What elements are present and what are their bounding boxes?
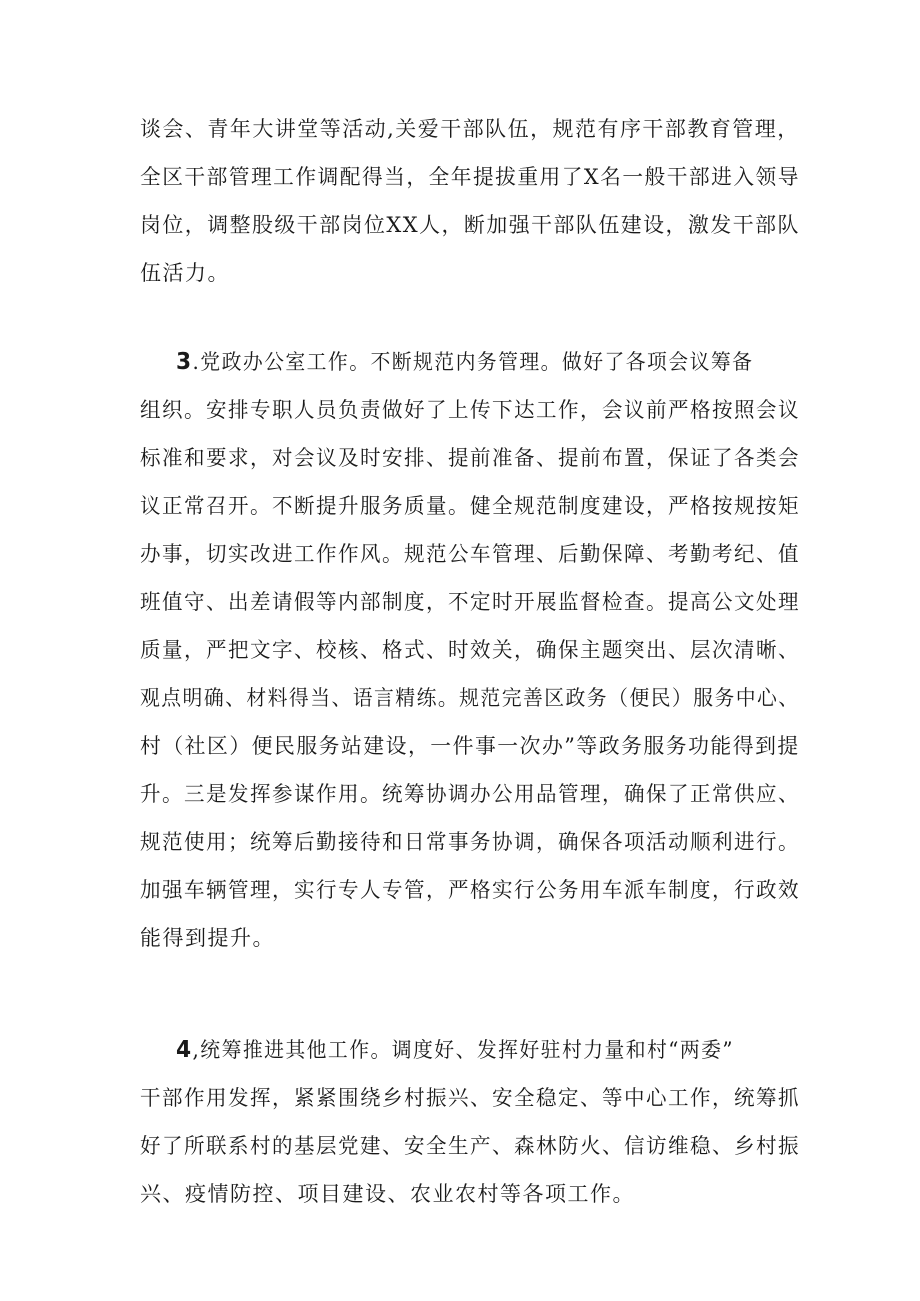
paragraph-2-line-13: 能得到提升。 — [140, 926, 275, 950]
paragraph-3-line-1 — [176, 1036, 800, 1064]
paragraph-3-number: 4 — [176, 1037, 193, 1063]
paragraph-1-line-1: 谈会、青年大讲堂等活动,关爱干部队伍，规范有序干部教育管理， — [140, 117, 800, 141]
paragraph-2-number: 3 — [176, 349, 193, 375]
paragraph-2-heading: .党政办公室工作。不断规范内务管理。做好了各项会议筹备 — [192, 350, 754, 374]
paragraph-2-line-2: 组织。安排专职人员负责做好了上传下达工作，会议前严格按照会议 — [140, 398, 801, 422]
paragraph-1-line-3: 岗位，调整股级干部岗位XX人，断加强干部队伍建设，激发干部队 — [140, 213, 800, 237]
paragraph-2-line-12: 加强车辆管理，实行专人专管，严格实行公务用车派车制度，行政效 — [140, 878, 801, 902]
paragraph-2-line-11: 规范使用；统筹后勤接待和日常事务协调，确保各项活动顺利进行。 — [140, 830, 801, 854]
paragraph-2-line-7: 质量，严把文字、校核、格式、时效关，确保主题突出、层次清晰、 — [140, 638, 801, 662]
paragraph-3-line-3: 好了所联系村的基层党建、安全生产、森林防火、信访维稳、乡村振 — [140, 1134, 801, 1158]
paragraph-3-heading: ,统筹推进其他工作。调度好、发挥好驻村力量和村“两委” — [192, 1038, 735, 1062]
paragraph-2-line-3: 标准和要求，对会议及时安排、提前准备、提前布置，保证了各类会 — [140, 446, 801, 470]
paragraph-3-line-2: 干部作用发挥，紧紧围绕乡村振兴、安全稳定、等中心工作，统筹抓 — [140, 1086, 801, 1110]
paragraph-2-line-9: 村（社区）便民服务站建设，一件事一次办”等政务服务功能得到提 — [140, 734, 800, 758]
paragraph-2-line-1 — [176, 348, 800, 376]
paragraph-2-line-6: 班值守、出差请假等内部制度，不定时开展监督检查。提高公文处理 — [140, 590, 801, 614]
paragraph-2-line-4: 议正常召开。不断提升服务质量。健全规范制度建设，严格按规按矩 — [140, 494, 801, 518]
paragraph-2-line-5: 办事，切实改进工作作风。规范公车管理、后勤保障、考勤考纪、值 — [140, 542, 801, 566]
paragraph-1-line-4: 伍活力。 — [140, 261, 230, 285]
paragraph-2-line-10: 升。三是发挥参谋作用。统筹协调办公用品管理，确保了正常供应、 — [140, 782, 801, 806]
paragraph-2-line-8: 观点明确、材料得当、语言精练。规范完善区政务（便民）服务中心、 — [140, 686, 800, 710]
paragraph-1-line-2: 全区干部管理工作调配得当，全年提拔重用了X名一般干部进入领导 — [140, 165, 800, 189]
paragraph-3-line-4: 兴、疫情防控、项目建设、农业农村等各项工作。 — [140, 1182, 635, 1206]
